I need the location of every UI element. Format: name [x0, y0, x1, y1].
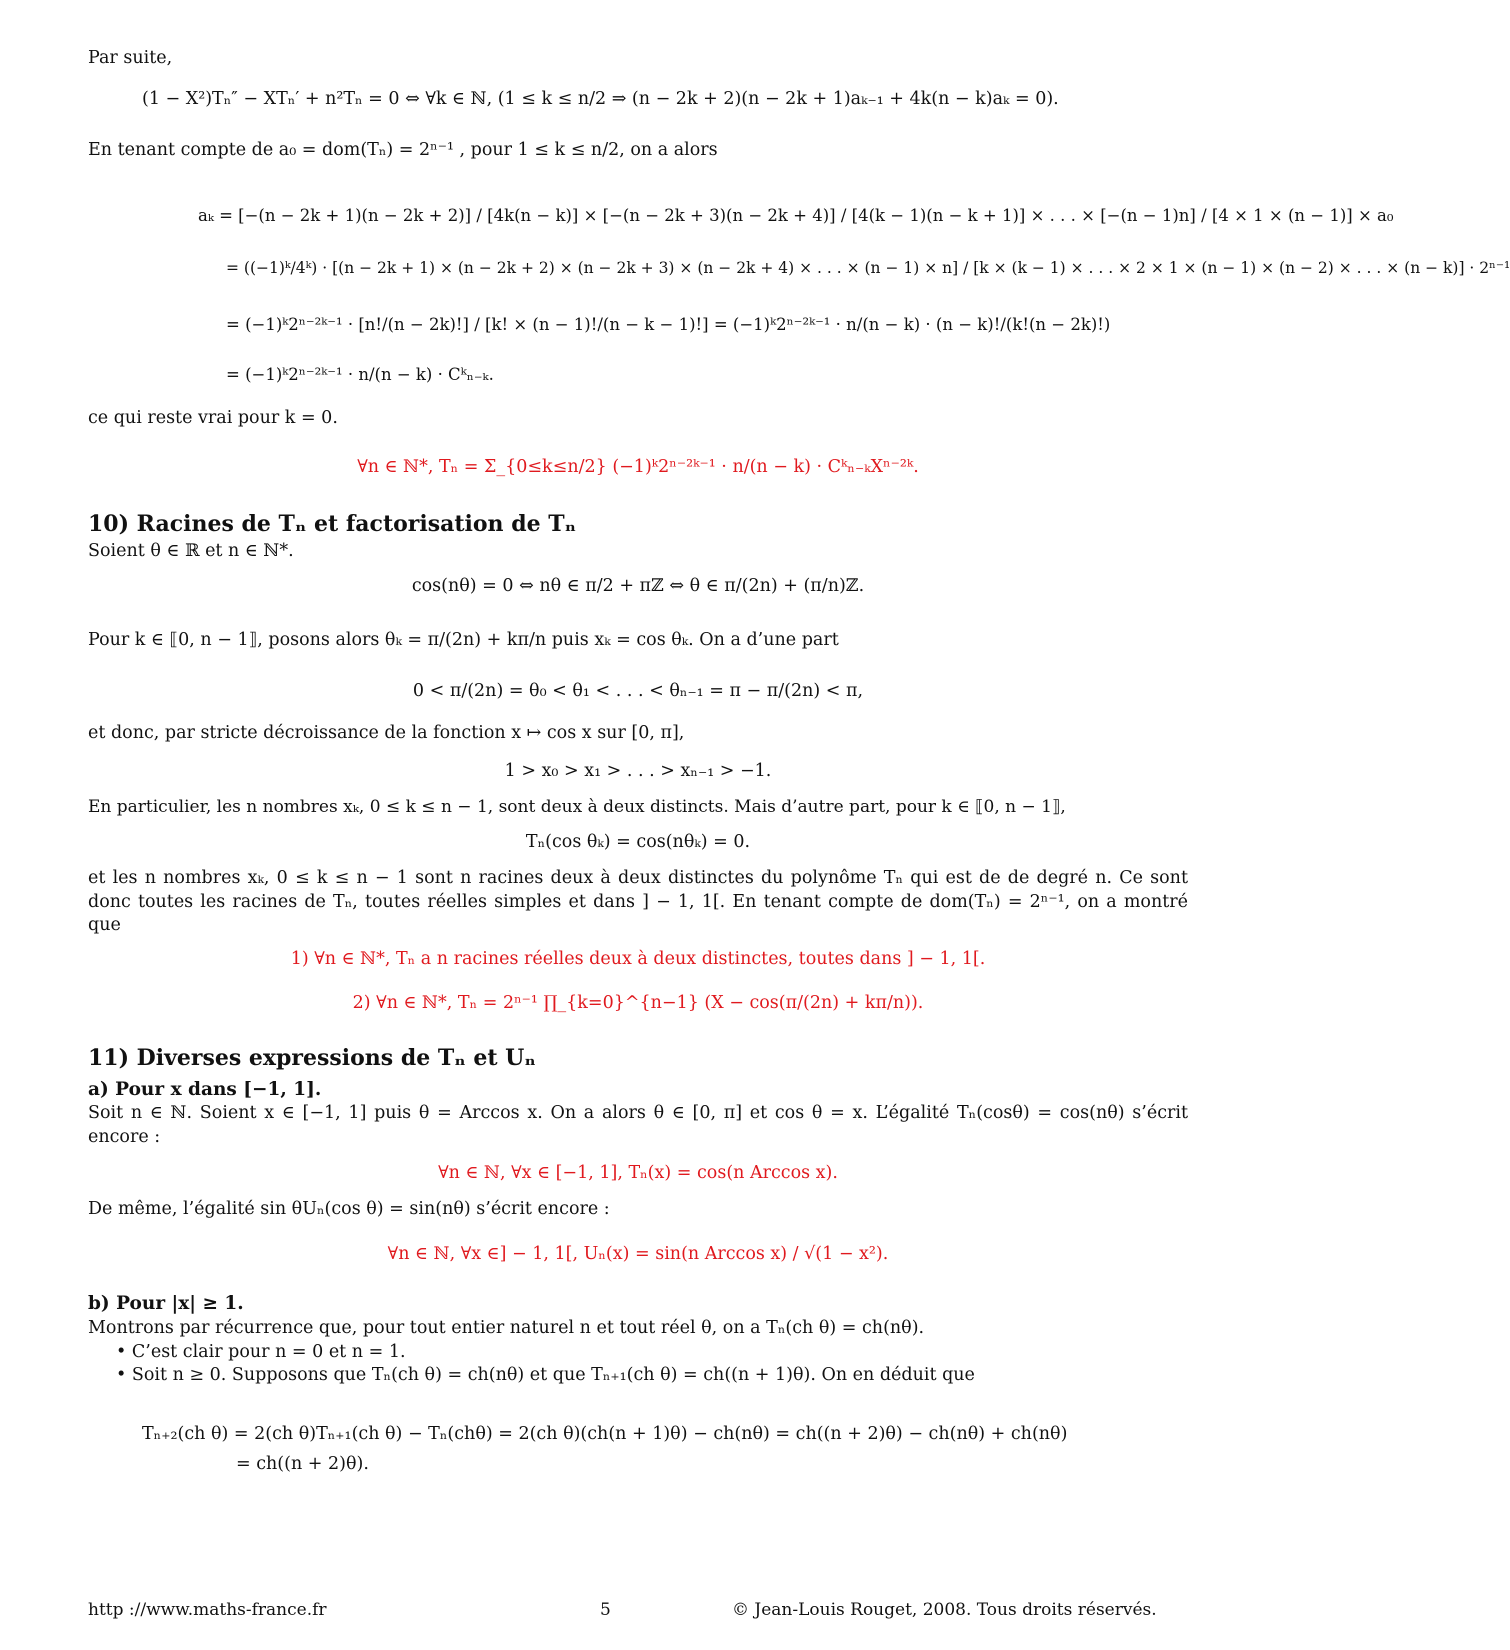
equation-differential: (1 − X²)Tₙ″ − XTₙ′ + n²Tₙ = 0 ⇔ ∀k ∈ ℕ, (1 ≤ k ≤ n/2 ⇒ (n − 2k + 2)(n − 2k + 1)aₖ₋₁ + 4k(n − k)aₖ = 0).: [142, 89, 1059, 109]
equation-ak-line3: = (−1)ᵏ2ⁿ⁻²ᵏ⁻¹ · [n!/(n − 2k)!] / [k! × (n − 1)!/(n − k − 1)!] = (−1)ᵏ2ⁿ⁻²ᵏ⁻¹ · n/(n − k) · (n − k)!/(k!(n − 2k)!): [226, 315, 1111, 334]
equation-ak-line1: aₖ = [−(n − 2k + 1)(n − 2k + 2)] / [4k(n − k)] × [−(n − 2k + 3)(n − 2k + 4)] / [4(k − 1)(n − k + 1)] × . . . × [−(n − 1)n] / [4 × 1 × (n − 1)] × a₀: [198, 206, 1394, 225]
text-posons: Pour k ∈ ⟦0, n − 1⟧, posons alors θₖ = π/(2n) + kπ/n puis xₖ = cos θₖ. On a d’une part: [88, 630, 839, 650]
bullet-item-2: • Soit n ≥ 0. Supposons que Tₙ(ch θ) = ch(nθ) et que Tₙ₊₁(ch θ) = ch((n + 1)θ). On en déduit que: [116, 1365, 975, 1385]
text-reste-vrai: ce qui reste vrai pour k = 0.: [88, 408, 338, 428]
text-tenant-compte: En tenant compte de a₀ = dom(Tₙ) = 2ⁿ⁻¹ , pour 1 ≤ k ≤ n/2, on a alors: [88, 140, 718, 160]
section-11-title: 11) Diverses expressions de Tₙ et Uₙ: [88, 1045, 536, 1071]
section-10-title: 10) Racines de Tₙ et factorisation de Tₙ: [88, 511, 577, 537]
equation-recurrence-2: = ch((n + 2)θ).: [236, 1454, 369, 1474]
paragraph-a: Soit n ∈ ℕ. Soient x ∈ [−1, 1] puis θ = Arccos x. On a alors θ ∈ [0, π] et cos θ = x. L’égalité Tₙ(cosθ) = cos(nθ) s’écrit encore :: [88, 1103, 1188, 1147]
footer-url: http ://www.maths-france.fr: [88, 1600, 327, 1620]
equation-theta-inequality: 0 < π/(2n) = θ₀ < θ₁ < . . . < θₙ₋₁ = π − π/(2n) < π,: [412, 681, 864, 701]
equation-x-inequality: 1 > x₀ > x₁ > . . . > xₙ₋₁ > −1.: [504, 761, 772, 781]
equation-Tn-cos-thetak: Tₙ(cos θₖ) = cos(nθₖ) = 0.: [525, 832, 751, 852]
equation-recurrence-1: Tₙ₊₂(ch θ) = 2(ch θ)Tₙ₊₁(ch θ) − Tₙ(chθ) = 2(ch θ)(ch(n + 1)θ) − ch(nθ) = ch((n + 2)θ) − ch(nθ) + ch(nθ): [142, 1424, 1068, 1444]
text-par-suite: Par suite,: [88, 48, 173, 68]
result-Tn-arccos: ∀n ∈ ℕ, ∀x ∈ [−1, 1], Tₙ(x) = cos(n Arccos x).: [438, 1163, 838, 1183]
text-de-meme: De même, l’égalité sin θUₙ(cos θ) = sin(nθ) s’écrit encore :: [88, 1199, 610, 1219]
footer-page-number: 5: [600, 1600, 611, 1620]
footer-copyright: © Jean-Louis Rouget, 2008. Tous droits réservés.: [732, 1600, 1157, 1620]
bullet-item-1: • C’est clair pour n = 0 et n = 1.: [116, 1342, 406, 1362]
equation-cos-ntheta: cos(nθ) = 0 ⇔ nθ ∈ π/2 + πℤ ⇔ θ ∈ π/(2n) + (π/n)ℤ.: [411, 576, 865, 596]
paragraph-racines: et les n nombres xₖ, 0 ≤ k ≤ n − 1 sont n racines deux à deux distinctes du polynôme Tₙ qui est de de degré n. Ce sont donc toutes les racines de Tₙ, toutes réelles simples et dans ] − 1, 1[. En tenant compte de dom(Tₙ) = 2ⁿ⁻¹, on a montré que: [88, 868, 1188, 936]
text-et-donc: et donc, par stricte décroissance de la fonction x ↦ cos x sur [0, π],: [88, 723, 685, 743]
equation-ak-line2: = ((−1)ᵏ/4ᵏ) · [(n − 2k + 1) × (n − 2k + 2) × (n − 2k + 3) × (n − 2k + 4) × . . . × (n − 1) × n] / [k × (k − 1) × . . . × 2 × 1 × (n − 1) × (n − 2) × . . . × (n − k)] · 2ⁿ⁻¹: [226, 259, 1510, 277]
text-en-particulier: En particulier, les n nombres xₖ, 0 ≤ k ≤ n − 1, sont deux à deux distincts. Mais d’autre part, pour k ∈ ⟦0, n − 1⟧,: [88, 797, 1066, 817]
subsection-a-title: a) Pour x dans [−1, 1].: [88, 1079, 322, 1100]
document-page: [88, 0, 1510, 1650]
result-racines-1: 1) ∀n ∈ ℕ*, Tₙ a n racines réelles deux à deux distinctes, toutes dans ] − 1, 1[.: [290, 949, 986, 969]
result-factorisation-2: 2) ∀n ∈ ℕ*, Tₙ = 2ⁿ⁻¹ ∏_{k=0}^{n−1} (X − cos(π/(2n) + kπ/n)).: [352, 993, 924, 1013]
subsection-b-title: b) Pour |x| ≥ 1.: [88, 1293, 244, 1314]
equation-ak-line4: = (−1)ᵏ2ⁿ⁻²ᵏ⁻¹ · n/(n − k) · Cᵏₙ₋ₖ.: [226, 365, 494, 384]
text-recurrence: Montrons par récurrence que, pour tout entier naturel n et tout réel θ, on a Tₙ(ch θ) = ch(nθ).: [88, 1318, 925, 1338]
text-soient: Soient θ ∈ ℝ et n ∈ ℕ*.: [88, 541, 294, 561]
result-Un-arccos: ∀n ∈ ℕ, ∀x ∈] − 1, 1[, Uₙ(x) = sin(n Arccos x) / √(1 − x²).: [387, 1244, 889, 1264]
result-Tn-sum: ∀n ∈ ℕ*, Tₙ = Σ_{0≤k≤n/2} (−1)ᵏ2ⁿ⁻²ᵏ⁻¹ · n/(n − k) · Cᵏₙ₋ₖXⁿ⁻²ᵏ.: [357, 457, 919, 477]
